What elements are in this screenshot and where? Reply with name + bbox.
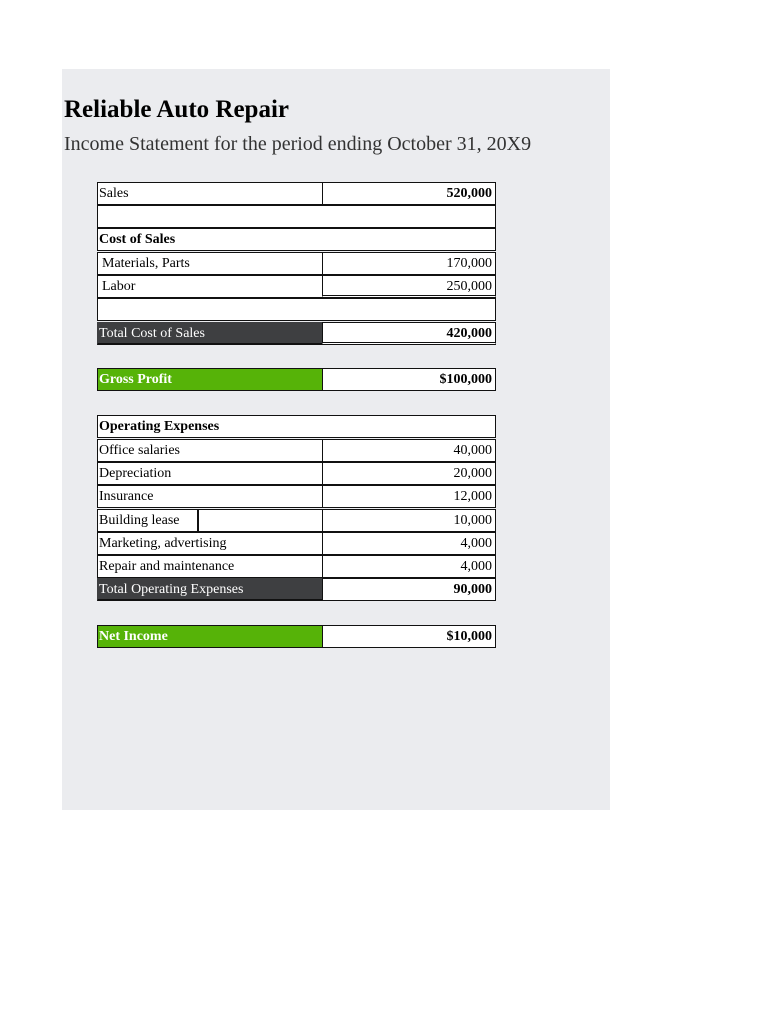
operating-expenses-heading: Operating Expenses bbox=[97, 415, 496, 438]
sales-label: Sales bbox=[97, 182, 323, 205]
expense-value: 12,000 bbox=[322, 485, 496, 508]
line-item-value: 250,000 bbox=[322, 275, 496, 298]
table-row bbox=[97, 532, 496, 555]
total-cost-of-sales-row bbox=[97, 322, 496, 345]
sales-row bbox=[97, 182, 496, 205]
expense-value: 4,000 bbox=[322, 532, 496, 555]
blank-row bbox=[97, 205, 496, 228]
expense-label: Depreciation bbox=[97, 462, 323, 485]
blank-cell bbox=[97, 298, 496, 321]
gross-profit-value: $100,000 bbox=[322, 368, 496, 391]
table-row bbox=[97, 462, 496, 485]
expense-label: Repair and maintenance bbox=[97, 555, 323, 578]
expense-label: Insurance bbox=[97, 485, 323, 508]
operating-expenses-heading-row bbox=[97, 415, 496, 438]
total-cost-of-sales-label: Total Cost of Sales bbox=[97, 322, 323, 345]
expense-value: 20,000 bbox=[322, 462, 496, 485]
company-title: Reliable Auto Repair bbox=[64, 96, 289, 123]
income-statement-sheet bbox=[62, 69, 610, 810]
table-row bbox=[97, 509, 496, 532]
table-row bbox=[97, 555, 496, 578]
table-row bbox=[97, 439, 496, 462]
table-row bbox=[97, 275, 496, 298]
total-operating-expenses-value: 90,000 bbox=[322, 578, 496, 601]
expense-value: 40,000 bbox=[322, 439, 496, 462]
line-item-label: Labor bbox=[97, 275, 323, 298]
expense-value: 4,000 bbox=[322, 555, 496, 578]
table-row bbox=[97, 252, 496, 275]
blank-cell bbox=[97, 205, 496, 228]
statement-subtitle: Income Statement for the period ending October 31, 20X9 bbox=[64, 133, 532, 155]
expense-label: Building lease bbox=[97, 509, 323, 532]
net-income-row bbox=[97, 625, 496, 648]
expense-value: 10,000 bbox=[322, 509, 496, 532]
expense-label: Marketing, advertising bbox=[97, 532, 323, 555]
total-cost-of-sales-value: 420,000 bbox=[322, 322, 496, 345]
line-item-value: 170,000 bbox=[322, 252, 496, 275]
expense-label: Office salaries bbox=[97, 439, 323, 462]
net-income-value: $10,000 bbox=[322, 625, 496, 648]
total-operating-expenses-label: Total Operating Expenses bbox=[97, 578, 323, 601]
line-item-label: Materials, Parts bbox=[97, 252, 323, 275]
cost-of-sales-heading: Cost of Sales bbox=[97, 228, 496, 251]
cell-divider bbox=[197, 509, 199, 532]
blank-row bbox=[97, 298, 496, 321]
sales-value: 520,000 bbox=[322, 182, 496, 205]
gross-profit-row bbox=[97, 368, 496, 391]
table-row bbox=[97, 485, 496, 508]
net-income-label: Net Income bbox=[97, 625, 323, 648]
gross-profit-label: Gross Profit bbox=[97, 368, 323, 391]
total-operating-expenses-row bbox=[97, 578, 496, 601]
cost-of-sales-heading-row bbox=[97, 228, 496, 251]
